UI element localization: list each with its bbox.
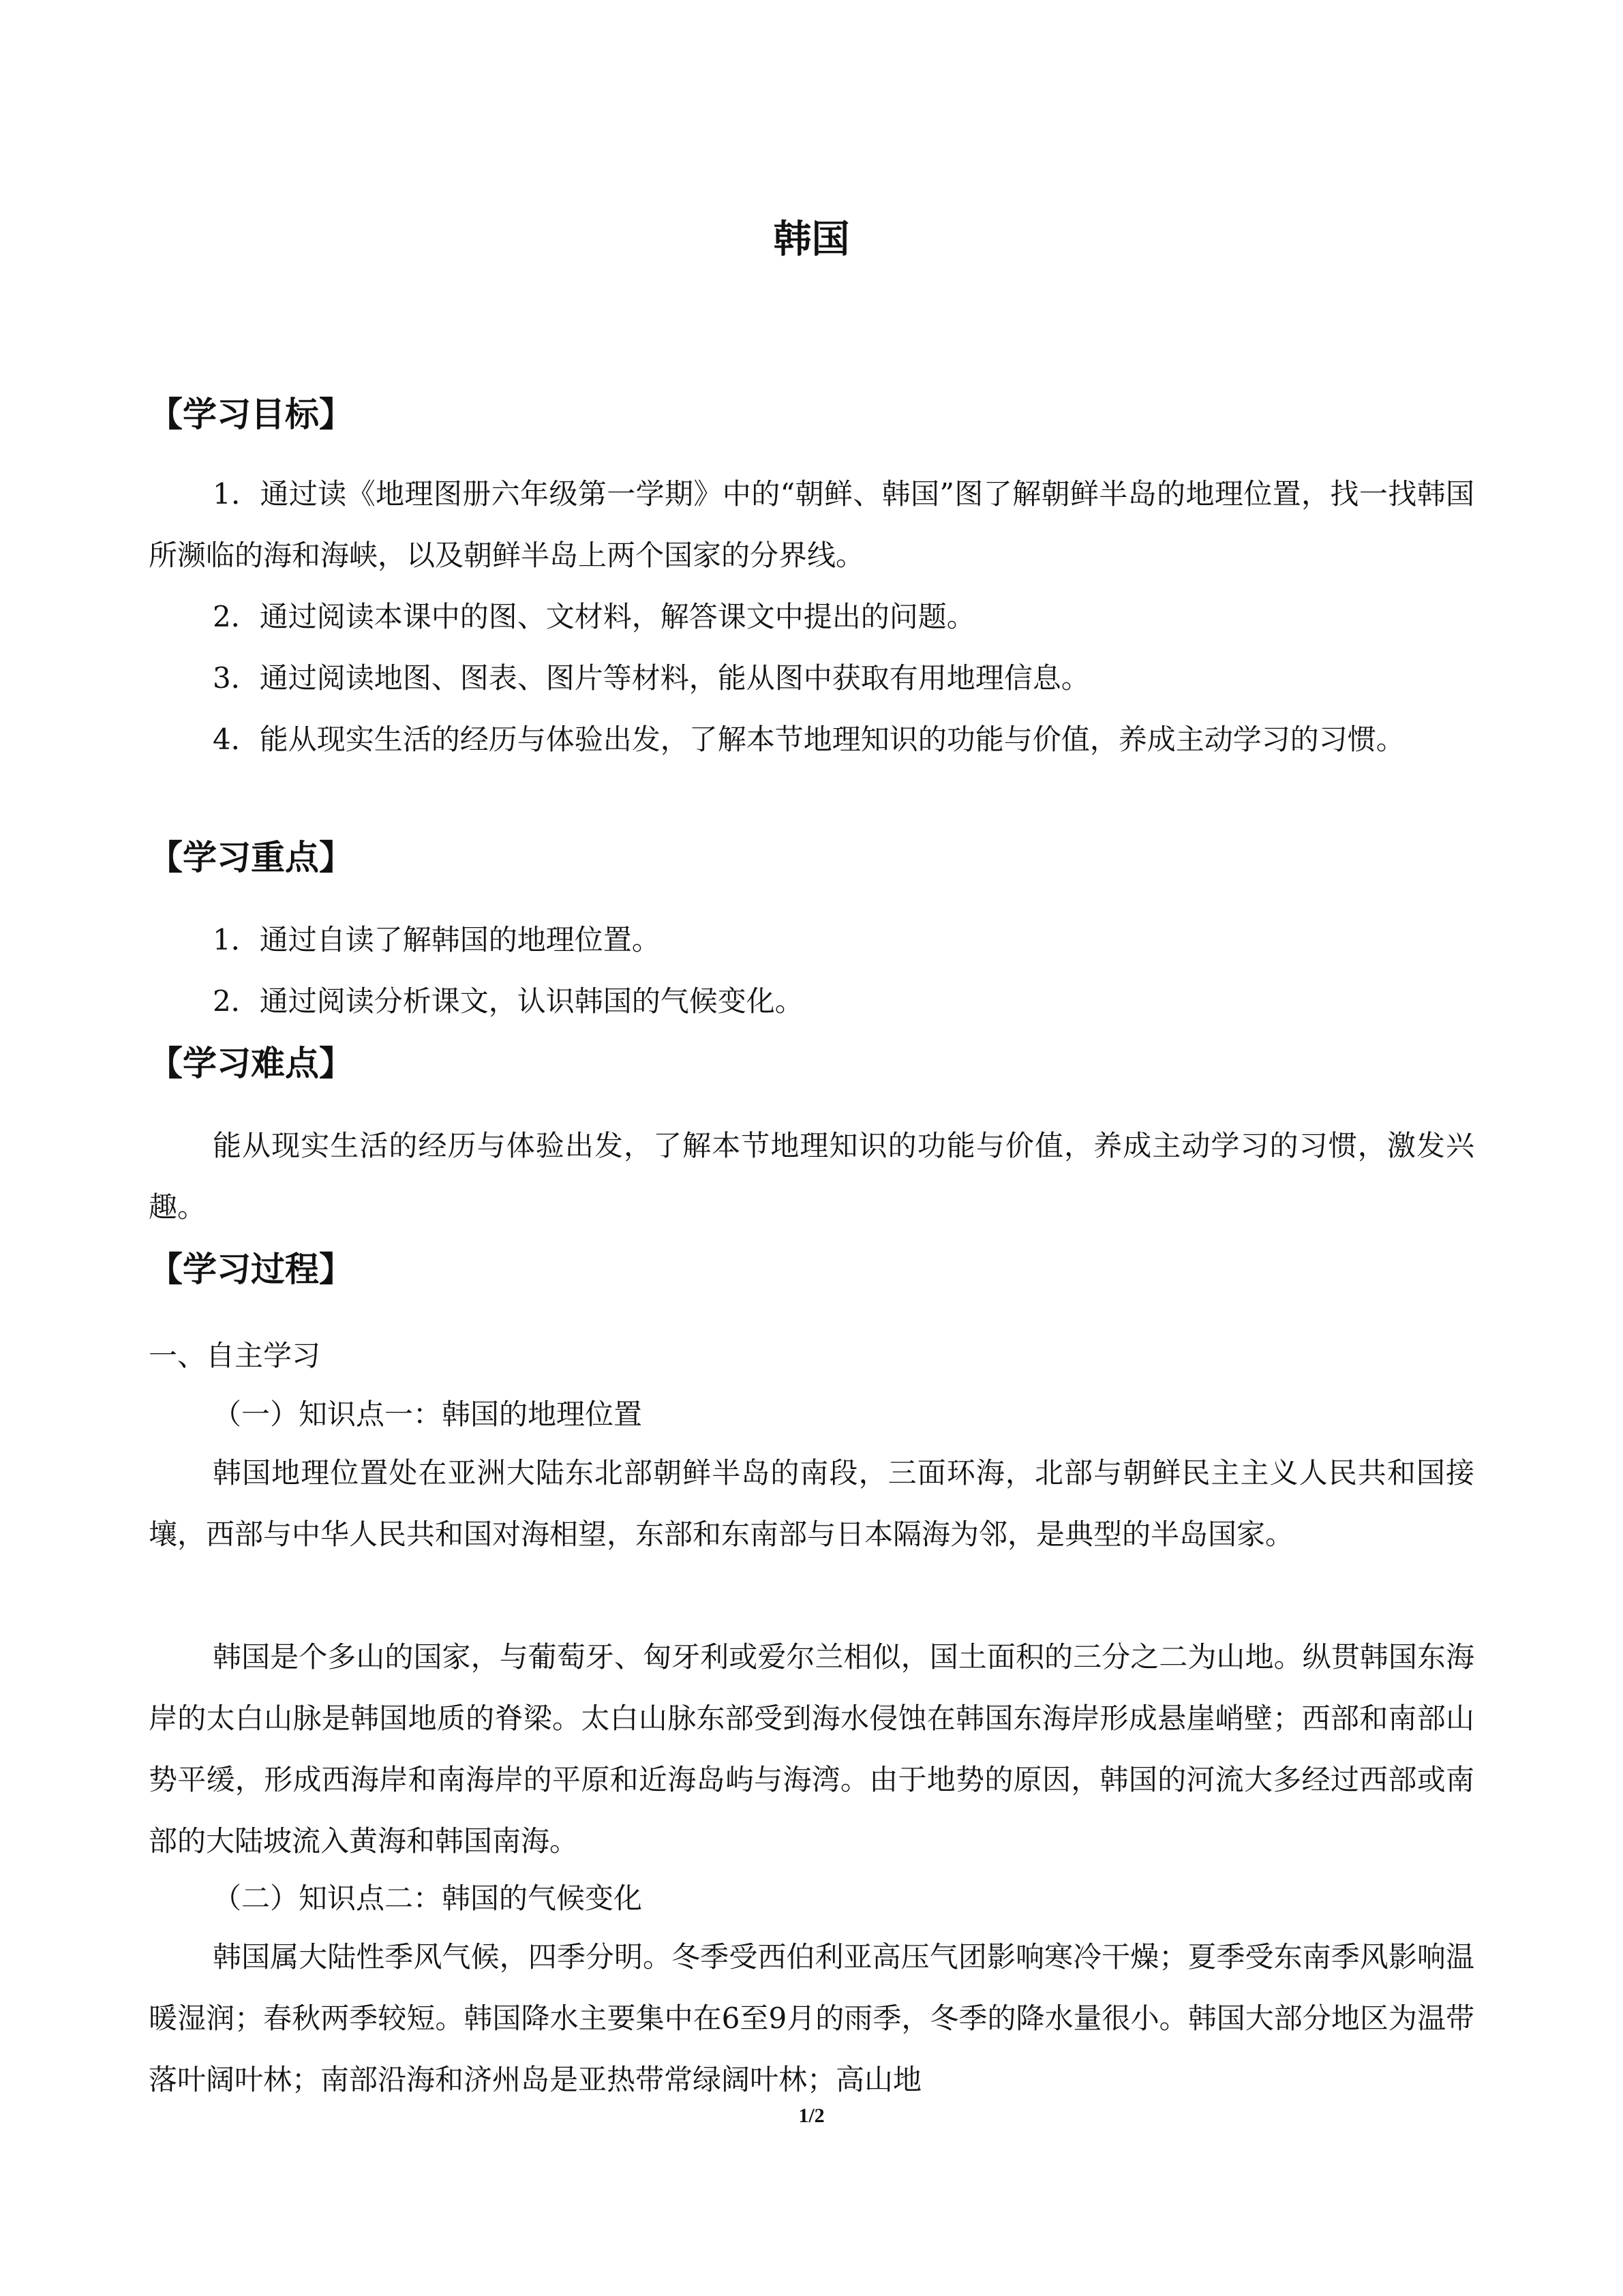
key-point-item: 1．通过自读了解韩国的地理位置。 [213, 923, 661, 956]
page-number: 1/2 [798, 2104, 825, 2127]
body-paragraph: 韩国是个多山的国家，与葡萄牙、匈牙利或爱尔兰相似，国土面积的三分之二为山地。纵贯韩国东海岸的太白山脉是韩国地质的脊梁。太白山脉东部受到海水侵蚀在韩国东海岸形成悬崖峭壁；西部和南部山势平缓，形成西海岸和南海岸的平原和近海岛屿与海湾。由于地势的原因，韩国的河流大多经过西部或南部的大陆坡流入黄海和韩国南海。 [149, 1640, 1474, 1858]
heading-objectives: 【学习目标】 [149, 395, 353, 434]
objective-item: 2．通过阅读本课中的图、文材料，解答课文中提出的问题。 [213, 600, 975, 633]
objective-item: 1．通过读《地理图册六年级第一学期》中的“朝鲜、韩国”图了解朝鲜半岛的地理位置，找一找韩国所濒临的海和海峡，以及朝鲜半岛上两个国家的分界线。 [149, 477, 1474, 572]
heading-difficulties: 【学习难点】 [149, 1044, 353, 1083]
knowledge-point-title: （二）知识点二：韩国的气候变化 [213, 1882, 643, 1915]
key-point-item: 2．通过阅读分析课文，认识韩国的气候变化。 [213, 984, 804, 1018]
process-part-title: 一、自主学习 [149, 1339, 321, 1372]
objective-item: 3．通过阅读地图、图表、图片等材料，能从图中获取有用地理信息。 [213, 661, 1090, 695]
heading-key-points: 【学习重点】 [149, 838, 353, 877]
objective-item: 4．能从现实生活的经历与体验出发，了解本节地理知识的功能与价值，养成主动学习的习惯。 [213, 723, 1405, 756]
page-title: 韩国 [773, 217, 850, 262]
difficulty-text: 能从现实生活的经历与体验出发，了解本节地理知识的功能与价值，养成主动学习的习惯，激发兴趣。 [149, 1129, 1474, 1224]
body-paragraph: 韩国属大陆性季风气候，四季分明。冬季受西伯利亚高压气团影响寒冷干燥；夏季受东南季风影响温暖湿润；春秋两季较短。韩国降水主要集中在6至9月的雨季，冬季的降水量很小。韩国大部分地区为温带落叶阔叶林；南部沿海和济州岛是亚热带常绿阔叶林；高山地 [149, 1940, 1474, 2096]
heading-process: 【学习过程】 [149, 1250, 353, 1289]
knowledge-point-title: （一）知识点一：韩国的地理位置 [213, 1398, 643, 1431]
body-paragraph: 韩国地理位置处在亚洲大陆东北部朝鲜半岛的南段，三面环海，北部与朝鲜民主主义人民共和国接壤，西部与中华人民共和国对海相望，东部和东南部与日本隔海为邻，是典型的半岛国家。 [149, 1456, 1474, 1551]
